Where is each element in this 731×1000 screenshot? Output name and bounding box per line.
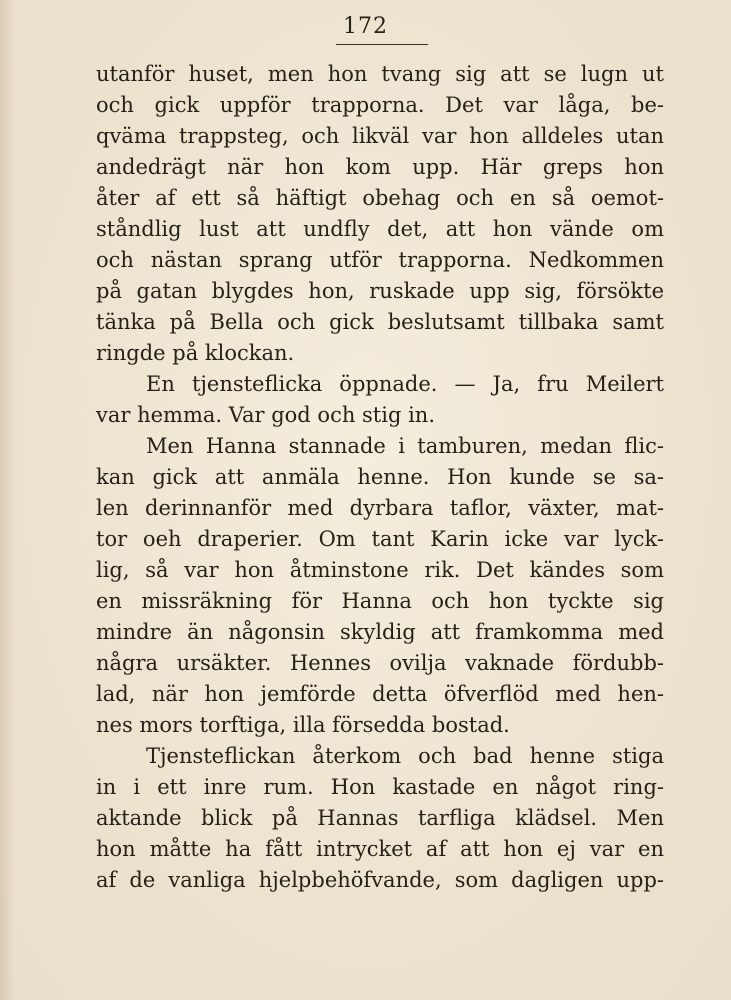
page-edge-shadow <box>0 0 14 1000</box>
text-line: nes mors torftiga, illa försedda bostad. <box>96 713 510 737</box>
text-line: mindre än någonsin skyldig att framkomma med <box>96 620 664 644</box>
text-line: in i ett inre rum. Hon kastade en något ring- <box>96 775 664 799</box>
text-line: Men Hanna stannade i tamburen, medan flic- <box>146 434 664 458</box>
text-line: och nästan sprang utför trapporna. Nedkommen <box>96 248 664 272</box>
text-line: En tjensteflicka öppnade. — Ja, fru Meilert <box>146 372 664 396</box>
text-line: ringde på klockan. <box>96 341 295 365</box>
text-line: på gatan blygdes hon, ruskade upp sig, försökte <box>96 279 664 303</box>
text-line: en missräkning för Hanna och hon tyckte sig <box>96 589 664 613</box>
text-line: andedrägt när hon kom upp. Här greps hon <box>96 155 664 179</box>
text-line: hon måtte ha fått intrycket af att hon ej var en <box>96 837 664 861</box>
page-number: 172 <box>343 14 388 39</box>
text-line: och gick uppför trapporna. Det var låga, be- <box>96 93 664 117</box>
text-line: len derinnanför med dyrbara taflor, växter, mat- <box>96 496 664 520</box>
text-line: aktande blick på Hannas tarfliga klädsel. Men <box>96 806 664 830</box>
text-line: var hemma. Var god och stig in. <box>96 403 435 427</box>
text-line: lig, så var hon åtminstone rik. Det kändes som <box>96 558 664 582</box>
text-line: qväma trappsteg, och likväl var hon alldeles utan <box>96 124 664 148</box>
text-line: lad, när hon jemförde detta öfverflöd med hen- <box>96 682 664 706</box>
text-line: utanför huset, men hon tvang sig att se lugn ut <box>96 62 664 86</box>
text-line: åter af ett så häftigt obehag och en så oemot- <box>96 186 664 210</box>
body-text <box>96 59 664 896</box>
text-line: tor oeh draperier. Om tant Karin icke var lyck- <box>96 527 664 551</box>
header-rule <box>336 44 428 45</box>
text-line: ståndlig lust att undfly det, att hon vände om <box>96 217 664 241</box>
text-line: tänka på Bella och gick beslutsamt tillbaka samt <box>96 310 664 334</box>
text-line: några ursäkter. Hennes ovilja vaknade fördubb- <box>96 651 664 675</box>
text-line: af de vanliga hjelpbehöfvande, som dagligen upp- <box>96 868 664 892</box>
text-line: kan gick att anmäla henne. Hon kunde se sa- <box>96 465 664 489</box>
text-line: Tjensteflickan återkom och bad henne stiga <box>146 744 664 768</box>
